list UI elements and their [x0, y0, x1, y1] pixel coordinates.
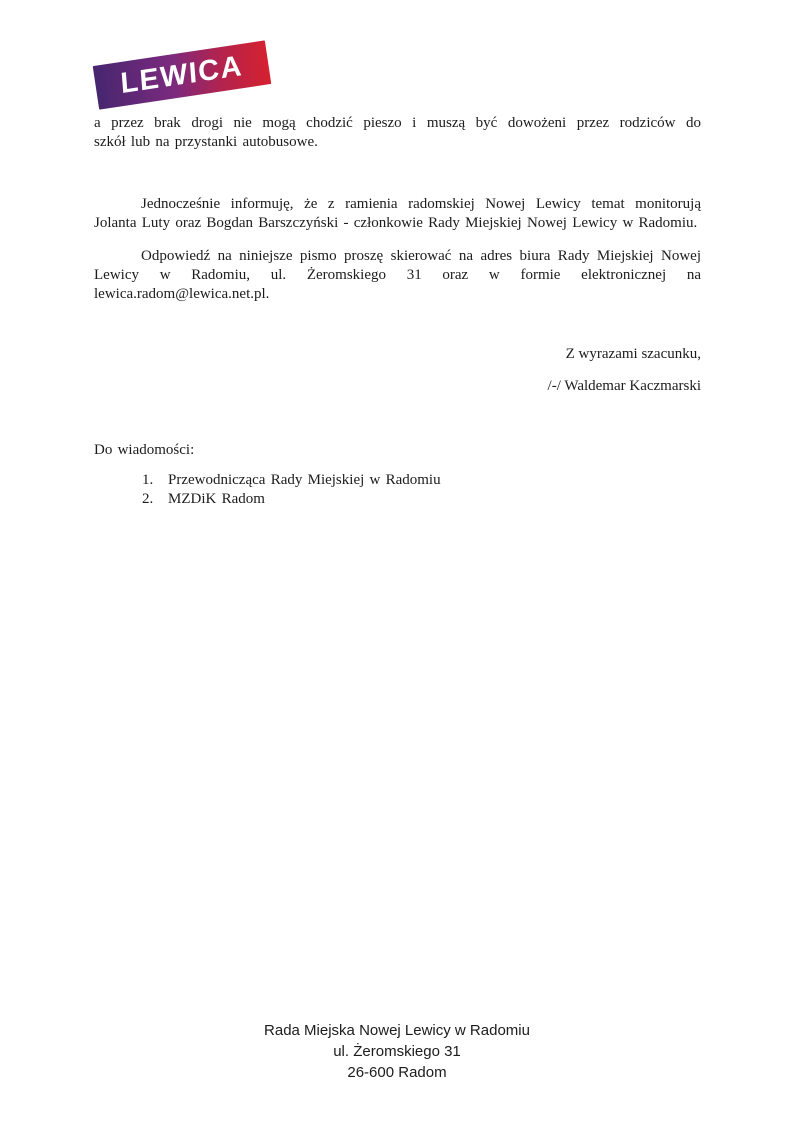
paragraph-line: Jolanta Luty oraz Bogdan Barszczyński - członkowie Rady Miejskiej Nowej Lewicy w Radomiu. [94, 215, 698, 231]
footer-street: ul. Żeromskiego 31 [333, 1043, 461, 1060]
cc-list-item [142, 471, 441, 490]
cc-list [142, 471, 441, 509]
paragraph-line: a przez brak drogi nie mogą chodzić pieszo i muszą być dowożeni przez rodziców do [94, 115, 701, 131]
paragraph-reply-address [94, 247, 701, 304]
email-address: lewica.radom@lewica.net.pl. [94, 286, 270, 302]
footer-city: 26-600 Radom [347, 1064, 447, 1081]
closing-salutation: Z wyrazami szacunku, [565, 346, 701, 362]
cc-item-text: Przewodnicząca Rady Miejskiej w Radomiu [168, 472, 441, 488]
cc-item-text: MZDiK Radom [168, 491, 265, 507]
paragraph-line: szkół lub na przystanki autobusowe. [94, 134, 318, 150]
footer-org-name: Rada Miejska Nowej Lewicy w Radomiu [264, 1022, 530, 1039]
paragraph-road-access [94, 114, 701, 152]
cc-heading: Do wiadomości: [94, 442, 195, 458]
lewica-logo-text: LEWICA [119, 49, 245, 100]
cc-list-item [142, 490, 441, 509]
paragraph-monitoring [94, 195, 701, 233]
paragraph-line: Lewicy w Radomiu, ul. Żeromskiego 31 oraz w formie elektronicznej na [94, 267, 701, 283]
cc-item-number: 1. [142, 472, 154, 488]
lewica-logo [93, 40, 272, 109]
signature-name: /-/ Waldemar Kaczmarski [547, 378, 701, 394]
footer-address [0, 1020, 794, 1083]
cc-item-number: 2. [142, 491, 154, 507]
paragraph-line: Odpowiedź na niniejsze pismo proszę skierować na adres biura Rady Miejskiej Nowej [141, 248, 701, 264]
paragraph-line: Jednocześnie informuję, że z ramienia radomskiej Nowej Lewicy temat monitorują [141, 196, 701, 212]
